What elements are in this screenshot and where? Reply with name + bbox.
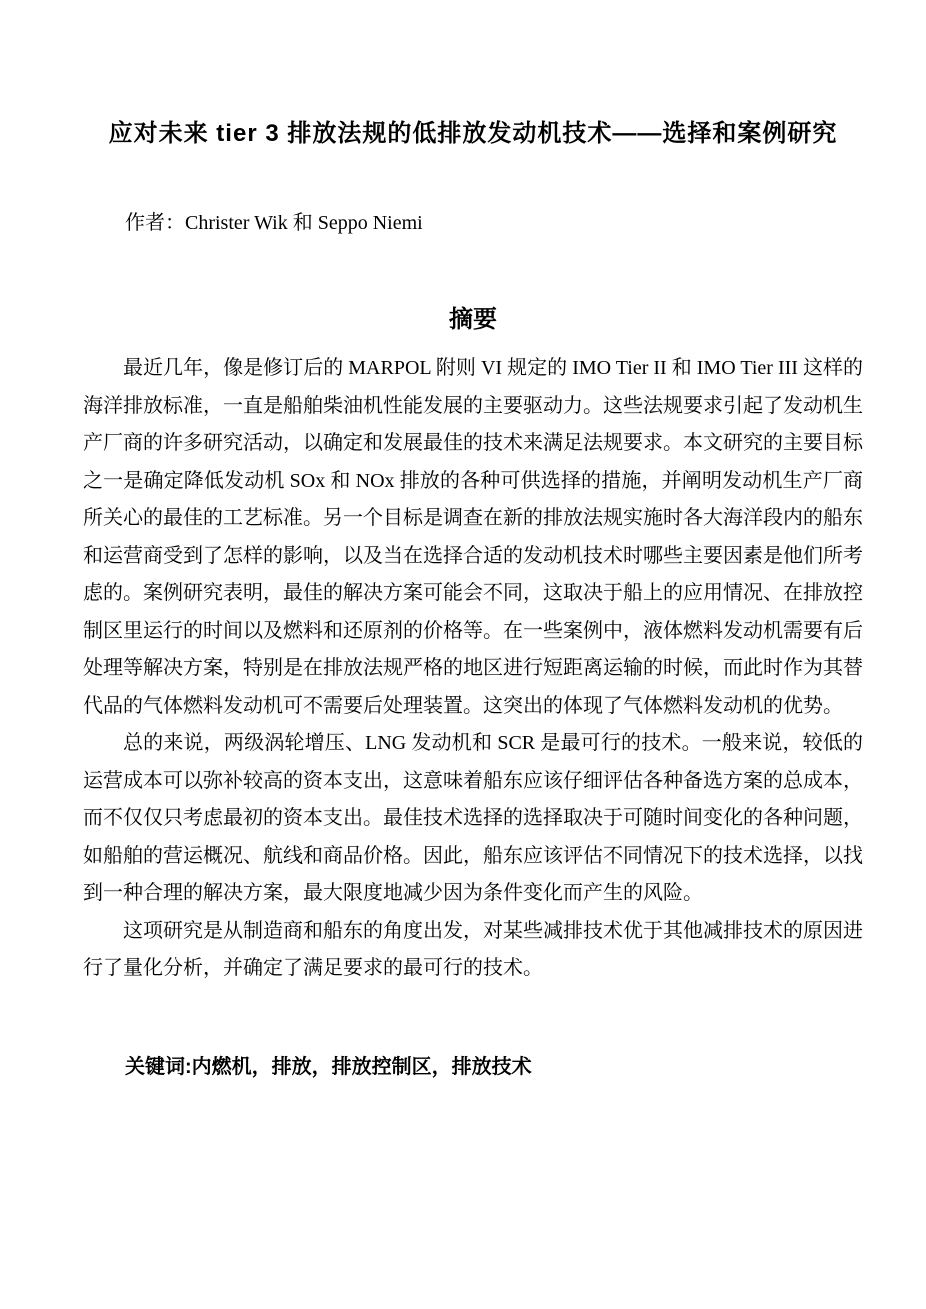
abstract-paragraph-3: 这项研究是从制造商和船东的角度出发，对某些减排技术优于其他减排技术的原因进行了量化分析，并确定了满足要求的最可行的技术。 (83, 919, 863, 979)
abstract-paragraph-1: 最近几年，像是修订后的 MARPOL 附则 VI 规定的 IMO Tier II 和 IMO Tier III 这样的海洋排放标准，一直是船舶柴油机性能发展的主要驱动力。这些法规要求引起了发动机生产厂商的许多研究活动，以确定和发展最佳的技术来满足法规要求。本文研究的主要目标之一是确定降低发动机 SOx 和 NOx 排放的各种可供选择的措施，并阐明发动机生产厂商所关心的最佳的工艺标准。另一个目标是调查在新的排放法规实施时各大海洋段内的船东和运营商受到了怎样的影响，以及当在选择合适的发动机技术时哪些主要因素是他们所考虑的。案例研究表明，最佳的解决方案可能会不同，这取决于船上的应用情况、在排放控制区里运行的时间以及燃料和还原剂的价格等。在一些案例中，液体燃料发动机需要有后处理等解决方案，特别是在排放法规严格的地区进行短距离运输的时候，而此时作为其替代品的气体燃料发动机可不需要后处理装置。这突出的体现了气体燃料发动机的优势。 (83, 357, 863, 717)
abstract-body (83, 350, 863, 988)
keywords-line: 关键词:内燃机，排放，排放控制区，排放技术 (125, 1055, 532, 1078)
abstract-heading: 摘要 (449, 306, 497, 333)
page-title: 应对未来 tier 3 排放法规的低排放发动机技术——选择和案例研究 (108, 120, 838, 147)
abstract-paragraph-2: 总的来说，两级涡轮增压、LNG 发动机和 SCR 是最可行的技术。一般来说，较低的运营成本可以弥补较高的资本支出，这意味着船东应该仔细评估各种备选方案的总成本，而不仅仅只考虑最初的资本支出。最佳技术选择的选择取决于可随时间变化的各种问题，如船舶的营运概况、航线和商品价格。因此，船东应该评估不同情况下的技术选择，以找到一种合理的解决方案，最大限度地减少因为条件变化而产生的风险。 (83, 732, 863, 904)
author-line: 作者：Christer Wik 和 Seppo Niemi (125, 212, 423, 234)
